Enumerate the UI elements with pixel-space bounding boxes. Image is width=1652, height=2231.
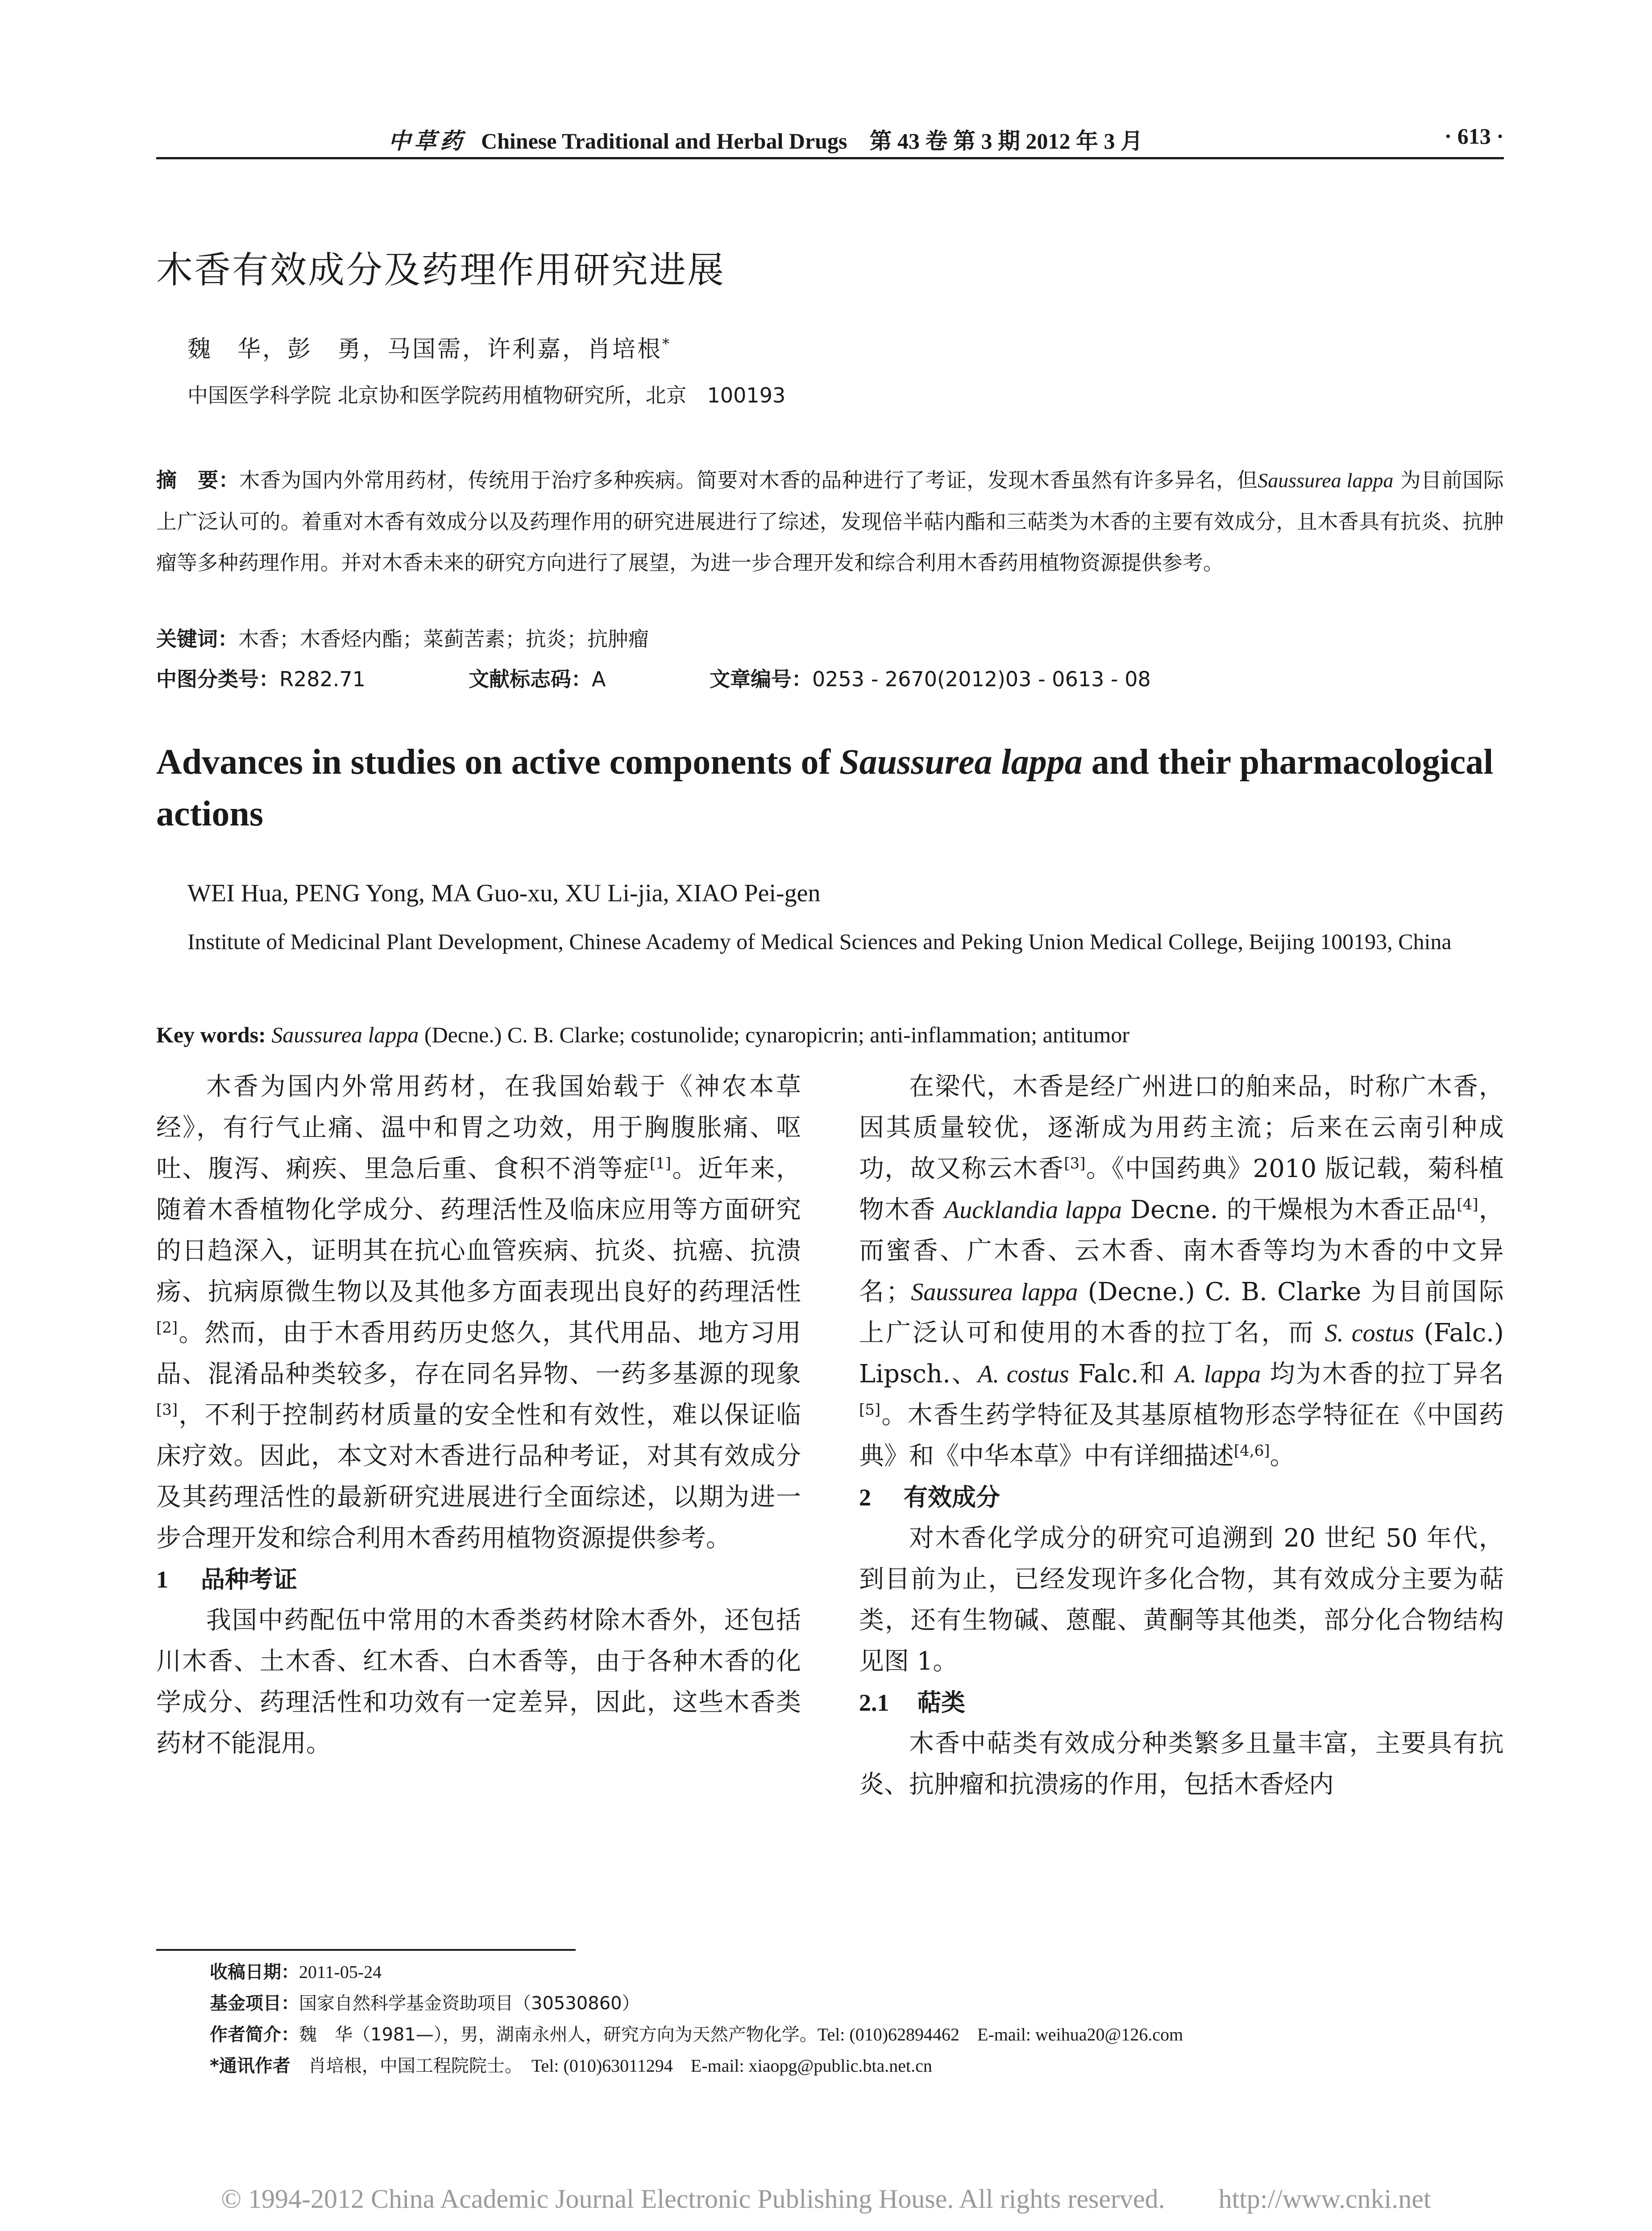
section-title: 有效成分 [904, 1483, 1000, 1511]
text-run: 。近年来，随着木香植物化学成分、药理活性及临床应用等方面研究的日趋深入，证明其在抗心血管疾病、抗炎、抗癌、抗溃疡、抗病原微生物以及其他多方面表现出良好的药理活性 [156, 1154, 801, 1306]
footnote-corresponding [210, 2050, 1504, 2082]
clc-label: 中图分类号： [156, 667, 279, 691]
doc-code-label: 文献标志码： [469, 667, 592, 691]
species-name: Saussurea lappa [911, 1278, 1078, 1306]
title-en-text-2: and their pharmacological actions [156, 742, 1494, 834]
text-run: ，不利于控制药材质量的安全性和有效性，难以保证临床疗效。因此，本文对木香进行品种考证，对其有效成分及其药理活性的最新研究进展进行全面综述，以期为进一步合理开发和综合利用木香药用植物资源提供参考。 [156, 1401, 801, 1553]
keywords-en-text: (Decne.) C. B. Clarke; costunolide; cynaropicrin; anti-inflammation; antitumor [419, 1022, 1130, 1047]
paragraph: 木香中萜类有效成分种类繁多且量丰富，主要具有抗炎、抗肿瘤和抗溃疡的作用，包括木香烃内 [859, 1729, 1504, 1799]
body-column-right [859, 1066, 1504, 1805]
section-number: 1 [156, 1566, 168, 1593]
species-name: S. costus [1324, 1319, 1414, 1347]
footnote-value: 魏 华（1981—），男，湖南永州人，研究方向为天然产物化学。 [299, 2024, 818, 2045]
issue-info: 第 43 卷 第 3 期 2012 年 3 月 [869, 129, 1143, 153]
clc-code [156, 663, 365, 693]
footnote-value: 国家自然科学基金资助项目（30530860） [299, 1993, 640, 2014]
clc-value: R282.71 [279, 667, 365, 691]
footnote-value: 肖培根，中国工程院院士。 [290, 2056, 514, 2076]
text-run: (Decne.) C. B. Clarke 为目前国际上广泛认可和使用的木香的拉丁名，而 [859, 1277, 1504, 1348]
footnote-contact: Tel: (010)63011294 E-mail: xiaopg@public.bta.net.cn [513, 2056, 932, 2076]
footnotes [210, 1957, 1504, 2082]
citation: [5] [859, 1401, 881, 1419]
footnote-label: 作者简介： [210, 2024, 299, 2045]
paragraph [859, 1066, 1504, 1477]
journal-title [388, 123, 1143, 155]
text-run: 。《中国药典》2010 版记载，菊科植物木香 [859, 1154, 1504, 1224]
paragraph: 我国中药配伍中常用的木香类药材除木香外，还包括川木香、土木香、红木香、白木香等，由于各种木香的化学成分、药理活性和功效有一定差异，因此，这些木香类药材不能混用。 [156, 1606, 801, 1758]
paragraph: 对木香化学成分的研究可追溯到 20 世纪 50 年代，到目前为止，已经发现许多化合物，其有效成分主要为萜类，还有生物碱、蒽醌、黄酮等其他类，部分化合物结构见图 1。 [859, 1524, 1504, 1676]
title-en [156, 736, 1504, 840]
section-title: 品种考证 [201, 1565, 297, 1593]
keywords-en-label: Key words: [156, 1022, 266, 1047]
keywords-text: 木香；木香烃内酯；菜蓟苦素；抗炎；抗肿瘤 [238, 627, 649, 651]
title-cn: 木香有效成分及药理作用研究进展 [156, 249, 726, 291]
citation: [1] [649, 1154, 671, 1173]
footnote-author [210, 2019, 1504, 2050]
running-header [156, 120, 1504, 156]
footnote-rule [156, 1949, 576, 1951]
citation: [4] [1457, 1195, 1478, 1214]
text-run: 。 [1270, 1442, 1295, 1471]
citation: [2] [156, 1319, 178, 1337]
article-number-value: 0253 - 2670(2012)03 - 0613 - 08 [812, 667, 1151, 691]
doc-code-value: A [592, 667, 606, 691]
journal-name-cn: 中草药 [388, 128, 466, 154]
species-name: A. costus [978, 1360, 1069, 1388]
text-run: 。然而，由于木香用药历史悠久，其代用品、地方习用品、混淆品种类较多，存在同名异物、一药多基源的现象 [156, 1319, 801, 1389]
section-title: 萜类 [917, 1688, 965, 1717]
citation: [4,6] [1234, 1442, 1270, 1460]
text-run: ，而蜜香、广木香、云木香、南木香等均为木香的中文异名； [859, 1195, 1504, 1306]
footnote-contact: Tel: (010)62894462 E-mail: weihua20@126.com [817, 2024, 1183, 2044]
article-number-label: 文章编号： [710, 667, 812, 691]
section-number: 2.1 [859, 1689, 889, 1716]
page-number: · 613 · [1444, 124, 1504, 149]
section-heading-2-1 [859, 1682, 1504, 1723]
section-number: 2 [859, 1484, 871, 1511]
text-run: 在梁代，木香是经广州进口的舶来品，时称广木香，因其质量较优，逐渐成为用药主流；后来在云南引种成功，故又称云木香 [859, 1072, 1504, 1183]
journal-name-en: Chinese Traditional and Herbal Drugs [481, 129, 847, 153]
text-run: Decne. 的干燥根为木香正品 [1122, 1195, 1457, 1224]
footnote-fund [210, 1988, 1504, 2019]
copyright-notice: © 1994-2012 China Academic Journal Electronic Publishing House. All rights reserved. http://www.cnki.net [221, 2184, 1431, 2214]
text-run: 均为木香的拉丁异名 [1261, 1360, 1504, 1389]
affiliation-en: Institute of Medicinal Plant Development, Chinese Academy of Medical Sciences and Peking Union Medical College, Beijing 100193, China [187, 929, 1452, 954]
text-run: (Falc.) Lipsch.、 [859, 1319, 1504, 1389]
article-number [710, 663, 1151, 693]
authors-cn-names: 魏 华，彭 勇，马国需，许利嘉，肖培根 [187, 336, 663, 363]
citation: [3] [1064, 1154, 1086, 1173]
authors-cn [187, 330, 671, 364]
text-run: 木香为国内外常用药材，在我国始载于《神农本草经》，有行气止痛、温中和胃之功效，用于胸腹胀痛、呕吐、腹泻、痢疾、里急后重、食积不消等症 [156, 1072, 801, 1183]
footnote-label: *通讯作者 [210, 2056, 291, 2076]
species-name: Aucklandia lappa [944, 1196, 1122, 1224]
corresponding-mark: * [662, 335, 672, 352]
keywords-cn [156, 623, 649, 652]
keywords-en-species: Saussurea lappa [271, 1022, 419, 1047]
keywords-en [156, 1022, 1504, 1048]
abstract-cn [156, 460, 1504, 583]
citation: [3] [156, 1401, 178, 1419]
affiliation-cn: 中国医学科学院 北京协和医学院药用植物研究所，北京 100193 [187, 383, 786, 407]
abstract-species: Saussurea lappa [1258, 469, 1394, 492]
text-run: Falc.和 [1069, 1360, 1175, 1389]
section-heading-2 [859, 1477, 1504, 1518]
footnote-label: 基金项目： [210, 1993, 299, 2014]
keywords-label: 关键词： [156, 627, 238, 651]
species-name: A. lappa [1175, 1360, 1261, 1388]
paragraph [156, 1066, 801, 1559]
text-run: 。木香生药学特征及其基原植物形态学特征在《中国药典》和《中华本草》中有详细描述 [859, 1401, 1504, 1471]
header-rule [156, 157, 1504, 159]
abstract-text-2: 为目前国际上广泛认可的。着重对木香有效成分以及药理作用的研究进展进行了综述，发现倍半萜内酯和三萜类为木香的主要有效成分，且木香具有抗炎、抗肿瘤等多种药理作用。并对木香未来的研究方向进行了展望，为进一步合理开发和综合利用木香药用植物资源提供参考。 [156, 468, 1504, 575]
footnote-received [210, 1957, 1504, 1988]
abstract-label: 摘 要： [156, 468, 240, 492]
doc-code [469, 663, 606, 693]
title-en-text-1: Advances in studies on active components of [156, 742, 840, 782]
abstract-text-1: 木香为国内外常用药材，传统用于治疗多种疾病。简要对木香的品种进行了考证，发现木香虽然有许多异名，但 [239, 468, 1258, 492]
body-column-left [156, 1066, 801, 1764]
title-en-species: Saussurea lappa [839, 742, 1083, 782]
footnote-label: 收稿日期： [210, 1962, 299, 1982]
footnote-value: 2011-05-24 [299, 1962, 382, 1982]
authors-en: WEI Hua, PENG Yong, MA Guo-xu, XU Li-jia, XIAO Pei-gen [187, 879, 821, 907]
section-heading-1 [156, 1559, 801, 1600]
